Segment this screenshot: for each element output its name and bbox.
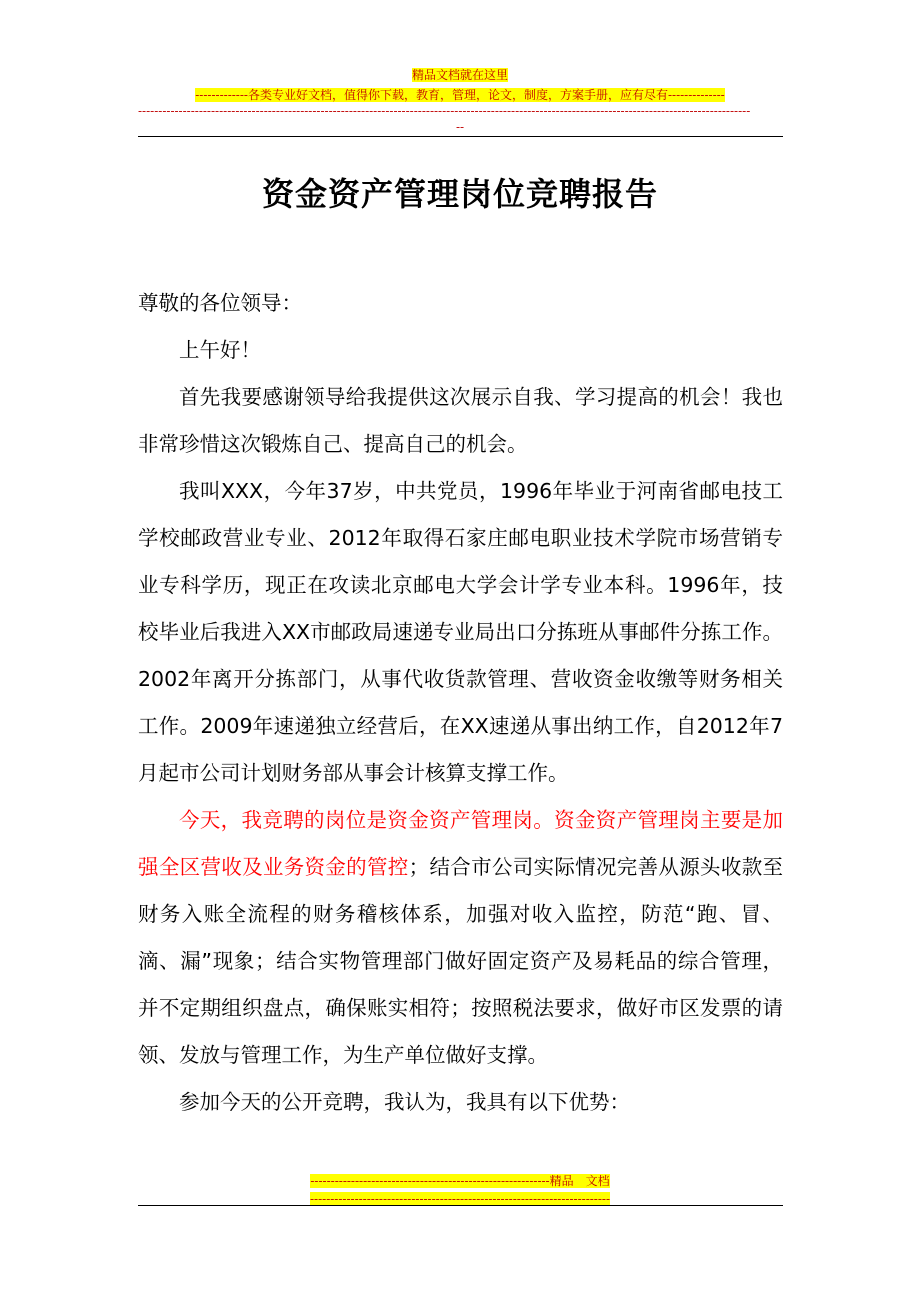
header-tagline xyxy=(0,84,920,103)
paragraph-position xyxy=(138,797,783,1079)
paragraph-introduction: 我叫XXX，今年37岁，中共党员，1996年毕业于河南省邮电技工学校邮政营业专业、2012年取得石家庄邮电职业技术学院市场营销专业专科学历，现正在攻读北京邮电大学会计学专业本科。1996年，技校毕业后我进入XX市邮政局速递专业局出口分拣班从事邮件分拣工作。2002年离开分拣部门，从事代收货款管理、营收资金收缴等财务相关工作。2009年速递独立经营后，在XX速递从事出纳工作，自2012年7月起市公司计划财务部从事会计核算支撑工作。 xyxy=(138,479,783,785)
header-banner-text: 精品文档就在这里 xyxy=(411,68,508,82)
paragraph-thanks: 首先我要感谢领导给我提供这次展示自我、学习提高的机会！我也非常珍惜这次锻炼自己、提高自己的机会。 xyxy=(138,385,783,456)
document-title: 资金资产管理岗位竞聘报告 xyxy=(261,175,658,213)
salutation: 尊敬的各位领导： xyxy=(138,291,302,315)
header-dash-line: ------------------------------------------------------------------------------------------------------------------------------------------------------- xyxy=(138,104,751,118)
greeting: 上午好！ xyxy=(179,338,261,362)
header-rule xyxy=(138,136,783,137)
position-duties: ；结合市公司实际情况完善从源头收款至财务入账全流程的财务稽核体系，加强对收入监控，防范“跑、冒、滴、漏”现象；结合实物管理部门做好固定资产及易耗品的综合管理，并不定期组织盘点，确保账实相符；按照税法要求，做好市区发票的请领、发放与管理工作，为生产单位做好支撑。 xyxy=(138,855,784,1067)
footer-dash-text: -------------------------------------------------------------------------- xyxy=(309,1192,611,1206)
footer-banner xyxy=(0,1170,920,1189)
footer-rule xyxy=(138,1205,783,1206)
position-highlight: 今天，我竞聘的岗位是资金资产管理岗。资金资产管理岗主要是加强全区营收及业务资金的管控 xyxy=(138,808,783,879)
header-tagline-text: -------------各类专业好文档，值得你下载，教育，管理，论文，制度，方案手册，应有尽有-------------- xyxy=(195,88,725,102)
header-dash-tail: -- xyxy=(455,120,465,134)
footer-banner-text: -----------------------------------------------------------精品 文档 xyxy=(310,1174,610,1188)
header-banner xyxy=(0,64,920,83)
document-body xyxy=(138,280,783,1126)
paragraph-advantages: 参加今天的公开竞聘，我认为，我具有以下优势： xyxy=(179,1090,630,1114)
